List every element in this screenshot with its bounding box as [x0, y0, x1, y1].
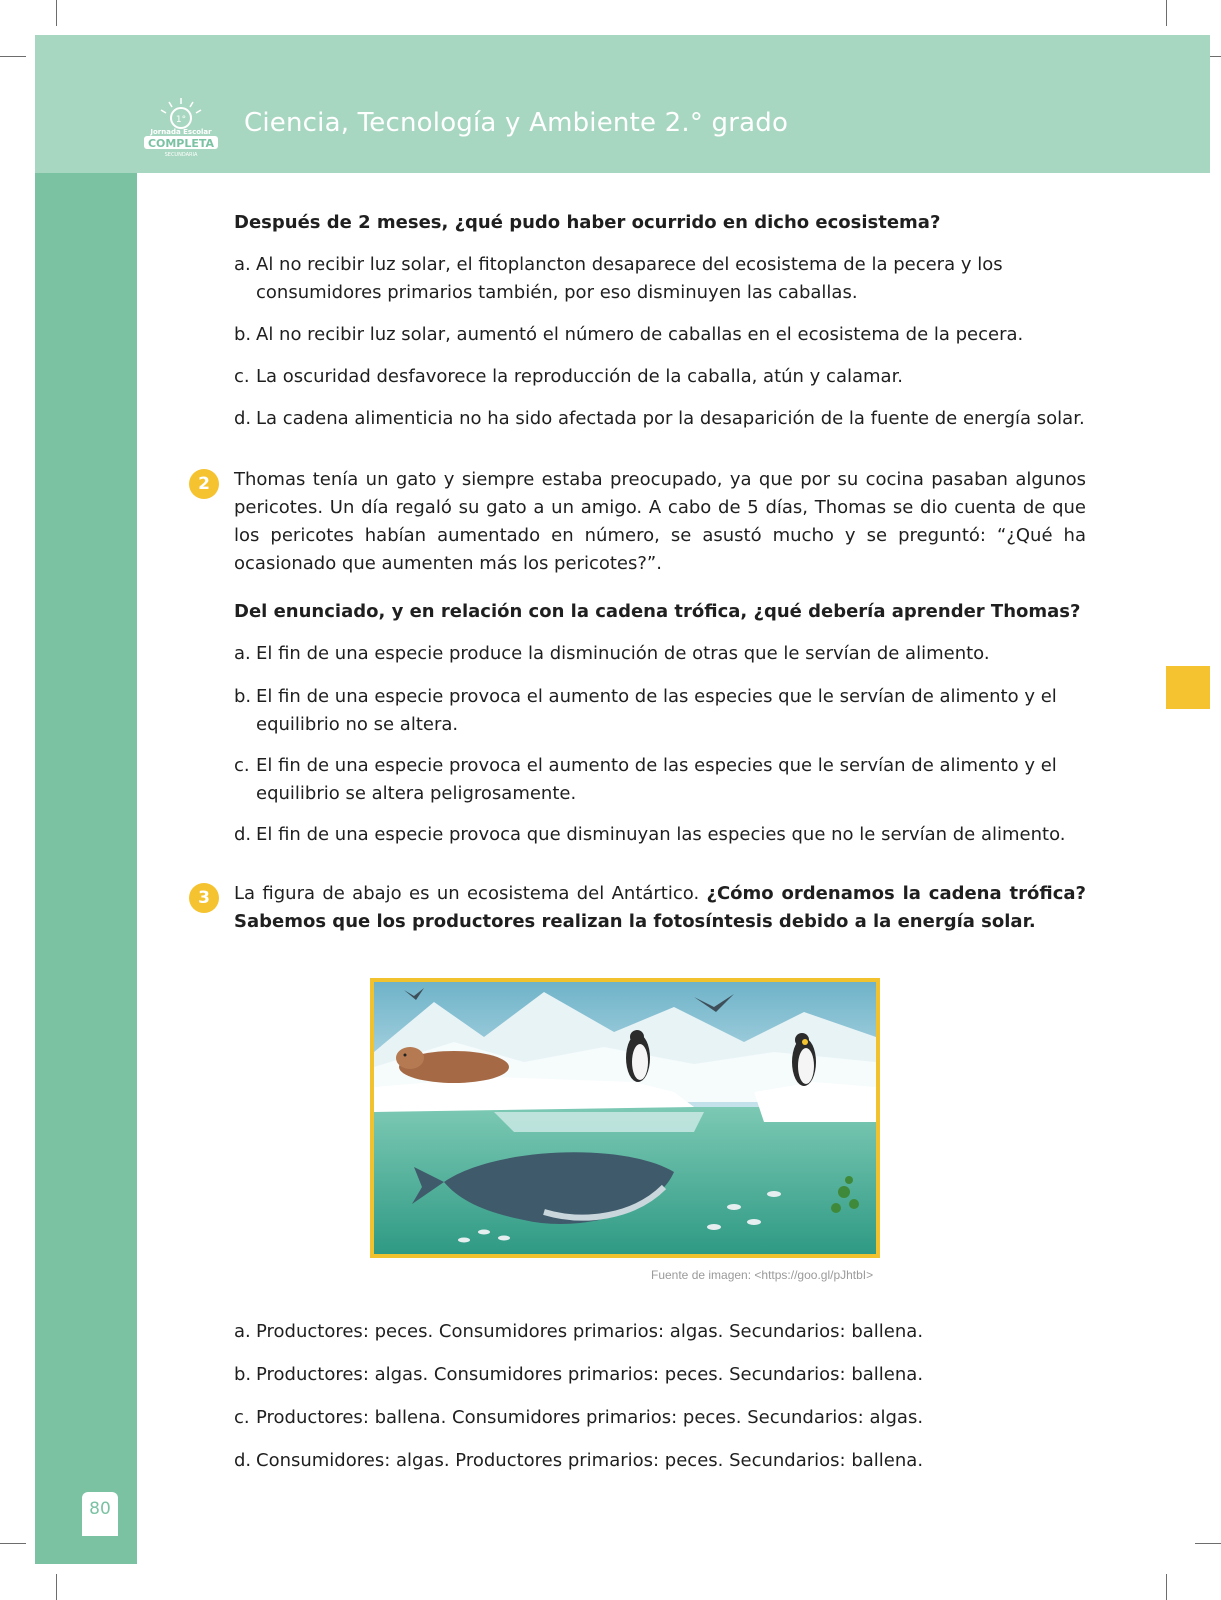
q1-option-a — [234, 251, 1108, 307]
page-number: 80 — [82, 1492, 118, 1536]
option-letter: c. — [234, 755, 250, 776]
option-letter: b. — [234, 1364, 252, 1385]
side-tab-marker — [1166, 666, 1210, 709]
q3-option-a — [234, 1318, 1108, 1346]
option-text: Productores: ballena. Consumidores primarios: peces. Secundarios: algas. — [256, 1407, 924, 1428]
q2-option-a — [234, 640, 1108, 668]
option-text: Productores: peces. Consumidores primarios: algas. Secundarios: ballena. — [256, 1321, 924, 1342]
q2-option-c — [234, 752, 1108, 808]
q1-option-d — [234, 405, 1108, 433]
crop-mark — [1166, 0, 1167, 26]
q3-option-b — [234, 1361, 1108, 1389]
option-text: El fin de una especie provoca el aumento de las especies que le servían de alimento y el equilibrio no se altera. — [256, 686, 1057, 735]
question-number-badge: 2 — [189, 469, 219, 499]
sidebar-band — [35, 173, 137, 1564]
question-2-prompt: Del enunciado, y en relación con la cadena trófica, ¿qué debería aprender Thomas? — [234, 601, 1081, 622]
q1-option-c — [234, 363, 1108, 391]
q2-option-b — [234, 683, 1108, 739]
question-3-prompt: ¿Cómo ordenamos la cadena trófica? Sabemos que los productores realizan la fotosíntesis debido a la energía solar. — [234, 883, 1086, 932]
option-text: Consumidores: algas. Productores primarios: peces. Secundarios: ballena. — [256, 1450, 924, 1471]
option-letter: d. — [234, 408, 252, 429]
logo-grade: 1° — [175, 115, 187, 125]
option-text: Al no recibir luz solar, aumentó el número de caballas en el ecosistema de la pecera. — [256, 324, 1024, 345]
option-text: El fin de una especie provoca que disminuyan las especies que no le servían de alimento. — [256, 824, 1066, 845]
question-1-prompt: Después de 2 meses, ¿qué pudo haber ocurrido en dicho ecosistema? — [234, 212, 941, 233]
option-letter: b. — [234, 324, 252, 345]
question-2-statement: Thomas tenía un gato y siempre estaba preocupado, ya que por su cocina pasaban algunos pericotes. Un día regaló su gato a un amigo. A cabo de 5 días, Thomas se dio cuenta de que los pericotes habían aumentado en número, se asustó mucho y se preguntó: “¿Qué ha ocasionado que aumenten más los pericotes?”. — [234, 469, 1086, 574]
q2-option-d — [234, 821, 1108, 849]
antarctic-ecosystem-image — [370, 978, 880, 1258]
image-caption: Fuente de imagen: <https://goo.gl/pJhtbI> — [651, 1268, 874, 1282]
option-text: El fin de una especie produce la disminución de otras que le servían de alimento. — [256, 643, 990, 664]
logo-bottom-text: SECUNDARIA — [164, 152, 198, 158]
crop-mark — [0, 56, 26, 57]
option-letter: c. — [234, 366, 250, 387]
option-text: Productores: algas. Consumidores primarios: peces. Secundarios: ballena. — [256, 1364, 924, 1385]
option-letter: a. — [234, 1321, 251, 1342]
q1-option-b — [234, 321, 1108, 349]
question-2-prompt-block — [234, 598, 1086, 626]
crop-mark — [1166, 1574, 1167, 1600]
question-2 — [198, 466, 1086, 578]
option-letter: a. — [234, 254, 251, 275]
crop-mark — [0, 1543, 26, 1544]
crop-mark — [56, 1574, 57, 1600]
crop-mark — [56, 0, 57, 26]
question-1 — [234, 209, 1086, 237]
option-letter: d. — [234, 824, 252, 845]
question-3 — [198, 880, 1086, 936]
logo-top-text: Jornada Escolar — [150, 128, 212, 136]
crop-mark — [1195, 1543, 1221, 1544]
option-letter: d. — [234, 1450, 252, 1471]
antarctic-illustration — [374, 982, 876, 1254]
jornada-escolar-logo — [142, 96, 220, 158]
option-text: El fin de una especie provoca el aumento de las especies que le servían de alimento y el equilibrio se altera peligrosamente. — [256, 755, 1057, 804]
question-number-badge: 3 — [189, 883, 219, 913]
option-letter: b. — [234, 686, 252, 707]
option-text: La oscuridad desfavorece la reproducción de la caballa, atún y calamar. — [256, 366, 904, 387]
option-letter: c. — [234, 1407, 250, 1428]
page-title: Ciencia, Tecnología y Ambiente 2.° grado — [244, 108, 789, 138]
q3-option-d — [234, 1447, 1108, 1475]
question-3-statement: La figura de abajo es un ecosistema del Antártico. — [234, 883, 700, 904]
option-letter: a. — [234, 643, 251, 664]
q3-option-c — [234, 1404, 1108, 1432]
logo-main-text: COMPLETA — [147, 137, 215, 150]
option-text: Al no recibir luz solar, el fitoplancton desaparece del ecosistema de la pecera y los consumidores primarios también, por eso disminuyen las caballas. — [256, 254, 1003, 303]
option-text: La cadena alimenticia no ha sido afectada por la desaparición de la fuente de energía solar. — [256, 408, 1085, 429]
